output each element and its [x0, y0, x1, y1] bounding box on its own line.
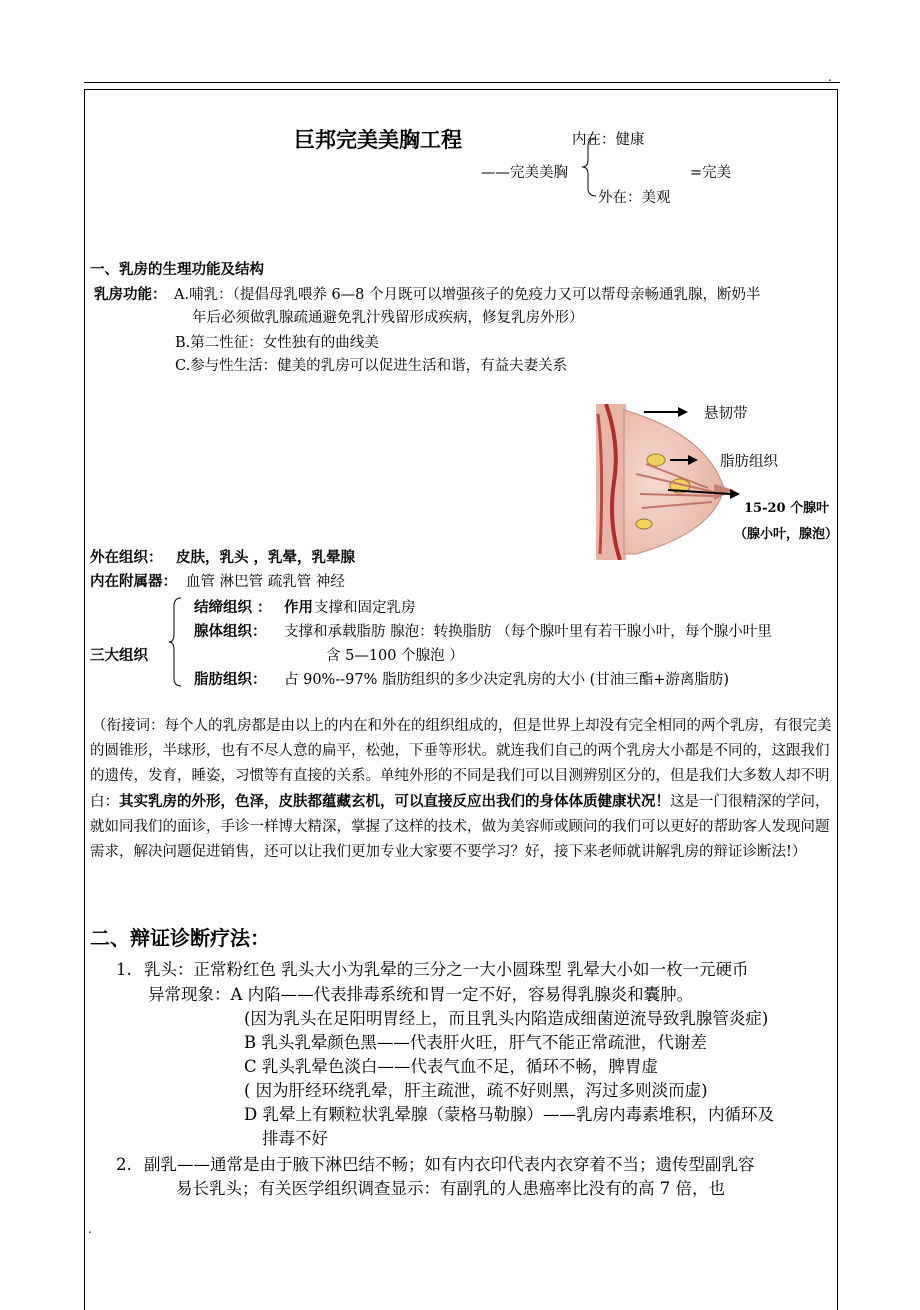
section1-heading: 一、乳房的生理功能及结构	[90, 261, 264, 278]
transition-paragraph	[90, 714, 834, 865]
page-marker-dot: .	[828, 70, 832, 84]
function-a-line1: A.哺乳：（提倡母乳喂养 6—8 个月既可以增强孩子的免疫力又可以帮母亲畅通乳腺，断奶半	[174, 287, 761, 303]
item1-line8: 排毒不好	[262, 1129, 328, 1148]
inner-attachment-label: 内在附属器：	[90, 573, 177, 590]
paragraph-part2: 这是一门很精深的学问，就如同我们的面诊，手诊一样博大精深，掌握了这样的技术，做为美容师或顾问的我们可以更好的帮助客人发现问题需求，解决问题促进销售，还可以让我们更加专业大家要不要学习？好，接下来老师就讲解乳房的辩证诊断法!）	[90, 794, 830, 860]
label-ligament: 悬韧带	[704, 406, 748, 422]
item1-line2: 异常现象：A 内陷——代表排毒系统和胃一定不好，容易得乳腺炎和囊肿。	[148, 985, 694, 1004]
item1-line3: (因为乳头在足阳明胃经上，而且乳头内陷造成细菌逆流导致乳腺管炎症)	[244, 1009, 769, 1028]
three-tissues-label: 三大组织	[90, 647, 148, 664]
header-equals: =完美	[690, 165, 732, 181]
header-inner: 内在：健康	[572, 132, 645, 148]
three-tissues-brace	[168, 596, 184, 688]
item2-line2: 易长乳头；有关医学组织调查显示：有副乳的人患癌率比没有的高 7 倍，也	[176, 1179, 725, 1198]
header-outer: 外在：美观	[598, 190, 671, 206]
fat-value: 占 90%--97% 脂肪组织的多少决定乳房的大小 (甘油三酯+游离脂肪)	[284, 672, 730, 688]
inner-attachment-value: 血管 淋巴管 疏乳管 神经	[186, 574, 345, 590]
fat-label: 脂肪组织：	[194, 671, 267, 688]
item2-line1: 副乳——通常是由于腋下淋巴结不畅；如有内衣印代表内衣穿着不当；遗传型副乳容	[144, 1155, 755, 1174]
item2-number: 2.	[116, 1155, 132, 1174]
function-label: 乳房功能：	[94, 286, 167, 303]
item1-line5: C 乳头乳晕色淡白——代表气血不足，循环不畅，脾胃虚	[244, 1057, 658, 1076]
gland-value-line1: 支撑和承载脂肪 腺泡：转换脂肪 （每个腺叶里有若干腺小叶，每个腺小叶里	[284, 624, 772, 640]
function-c: C.参与性生活：健美的乳房可以促进生活和谐，有益夫妻关系	[175, 358, 568, 374]
item1-line4: B 乳头乳晕颜色黑——代表肝火旺，肝气不能正常疏泄，代谢差	[244, 1033, 707, 1052]
label-lobes-sub: （腺小叶，腺泡）	[734, 527, 839, 542]
item1-line7: D 乳晕上有颗粒状乳晕腺（蒙格马勒腺）——乳房内毒素堆积，内循环及	[244, 1105, 774, 1124]
gland-value-line2: 含 5—100 个腺泡 ）	[326, 648, 464, 664]
connective-value: 支撑和固定乳房	[314, 600, 416, 616]
header-center: ——完美美胸	[481, 165, 568, 181]
gland-label: 腺体组织：	[194, 623, 267, 640]
outer-tissue-value: 皮肤，乳头 ，乳晕，乳晕腺	[176, 549, 356, 566]
item1-line1: 乳头：正常粉红色 乳头大小为乳晕的三分之一大小圆珠型 乳晕大小如一枚一元硬币	[144, 960, 749, 979]
connective-bold: 作用	[284, 599, 313, 616]
section2-heading: 二、辩证诊断疗法：	[90, 926, 270, 950]
function-b: B.第二性征：女性独有的曲线美	[175, 335, 379, 351]
page-marker-dot-bottom: .	[88, 1222, 92, 1236]
top-rule	[84, 82, 840, 83]
paragraph-part1: （衔接词：每个人的乳房都是由以上的内在和外在的组织组成的，但是世界上却没有完全相同的两个乳房，有很完美的圆锥形，半球形，也有不尽人意的扁平，松弛，下垂等形状。就连我们自己的两个乳房大小都是不同的，这跟我们的遗传，发育，睡姿，习惯等有直接的关系。单纯外形的不同是我们可以目测辨别区分的，但是我们大多数人却不明白：	[90, 718, 832, 810]
paragraph-bold: 其实乳房的外形，色泽，皮肤都蕴藏玄机，可以直接反应出我们的身体体质健康状况！	[119, 793, 670, 810]
header-brace	[580, 136, 600, 198]
function-a-line2: 年后必须做乳腺疏通避免乳汁残留形成疾病，修复乳房外形）	[192, 310, 584, 326]
outer-tissue-label: 外在组织：	[90, 549, 163, 566]
page-title: 巨邦完美美胸工程	[294, 127, 462, 152]
connective-label: 结缔组织 ：	[194, 599, 272, 616]
label-lobes: 15-20 个腺叶	[744, 501, 830, 516]
label-fat-tissue: 脂肪组织	[720, 454, 778, 470]
item1-line6: ( 因为肝经环绕乳晕，肝主疏泄，疏不好则黑，泻过多则淡而虚)	[244, 1081, 708, 1100]
item1-number: 1.	[116, 960, 132, 979]
